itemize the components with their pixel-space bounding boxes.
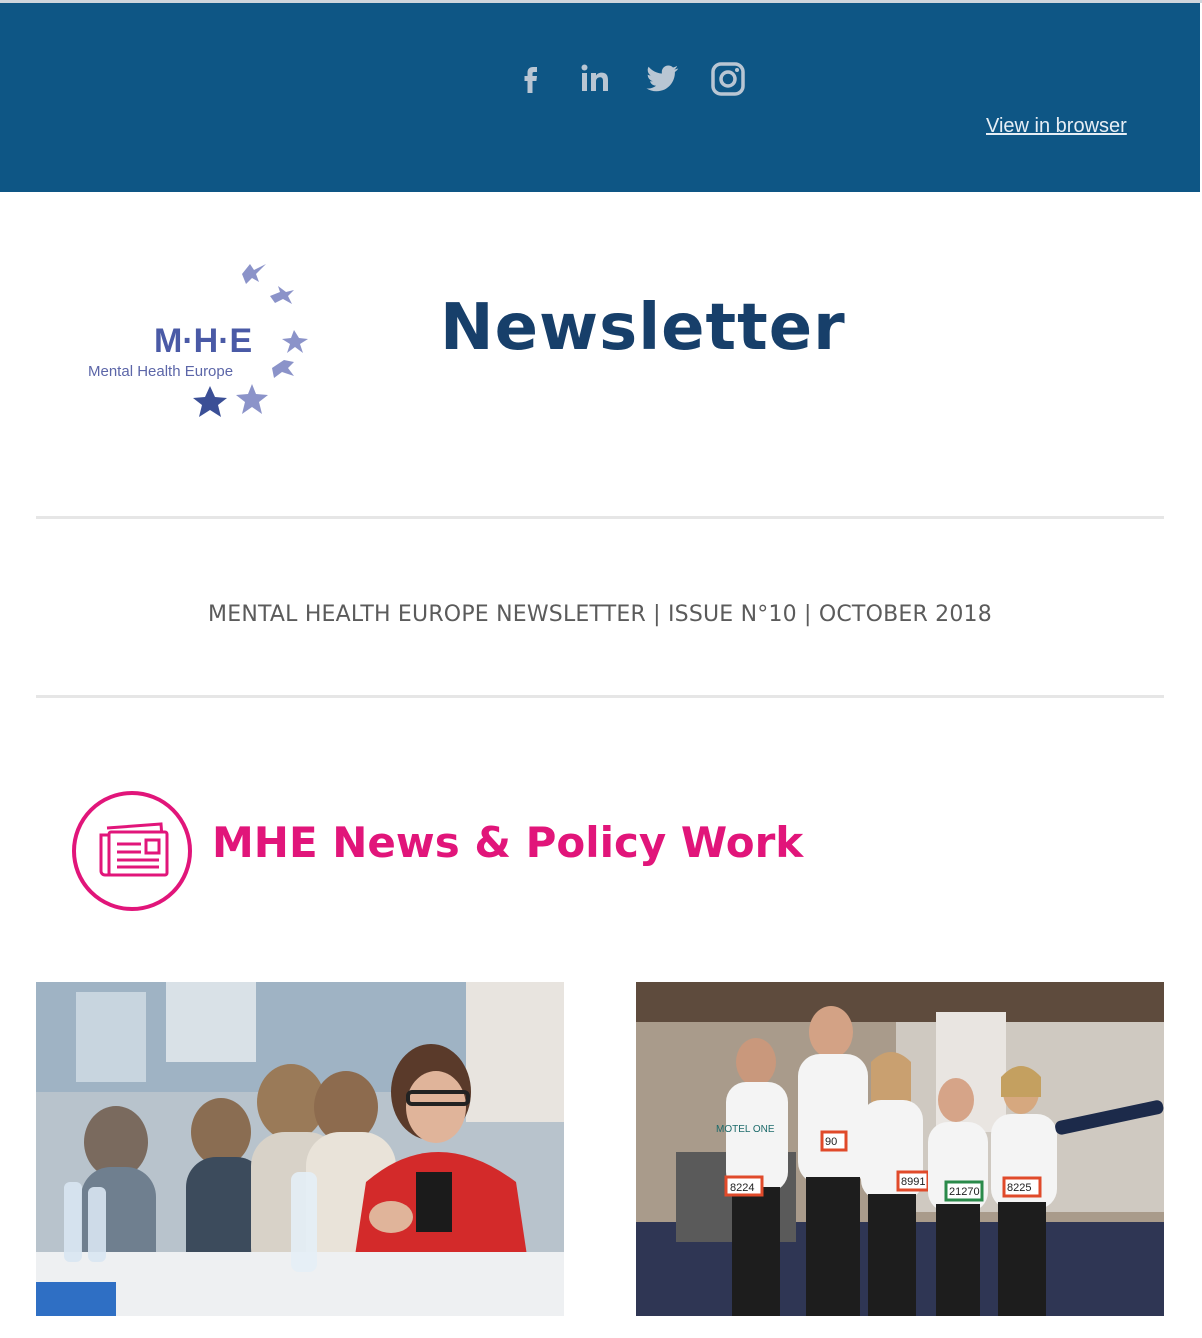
bib-2: 90 (825, 1136, 838, 1148)
logo-name: Mental Health Europe (88, 363, 234, 380)
photo-meeting[interactable] (36, 982, 564, 1316)
view-in-browser-link[interactable]: View in browser (986, 115, 1127, 137)
issue-line: MENTAL HEALTH EUROPE NEWSLETTER | ISSUE N°10 | OCTOBER 2018 (208, 602, 992, 627)
bib-3: 8991 (901, 1176, 926, 1188)
section-title: MHE News & Policy Work (212, 818, 804, 867)
bib-1: 8224 (730, 1182, 755, 1194)
instagram-icon[interactable] (708, 59, 748, 99)
linkedin-icon[interactable] (576, 59, 616, 99)
bib-5: 8225 (1007, 1182, 1032, 1194)
shirt-text: MOTEL ONE (716, 1124, 775, 1135)
mhe-logo[interactable] (82, 256, 322, 426)
bib-4: 21270 (949, 1186, 980, 1198)
newspaper-icon (71, 790, 193, 912)
divider-top (36, 516, 1164, 519)
email-header (0, 3, 1200, 192)
facebook-icon[interactable] (510, 59, 550, 99)
photo-runners[interactable] (636, 982, 1164, 1316)
twitter-icon[interactable] (642, 59, 682, 99)
newsletter-title: Newsletter (440, 291, 846, 365)
social-links (510, 59, 760, 99)
divider-bottom (36, 695, 1164, 698)
logo-initials: M·H·E (154, 322, 253, 360)
